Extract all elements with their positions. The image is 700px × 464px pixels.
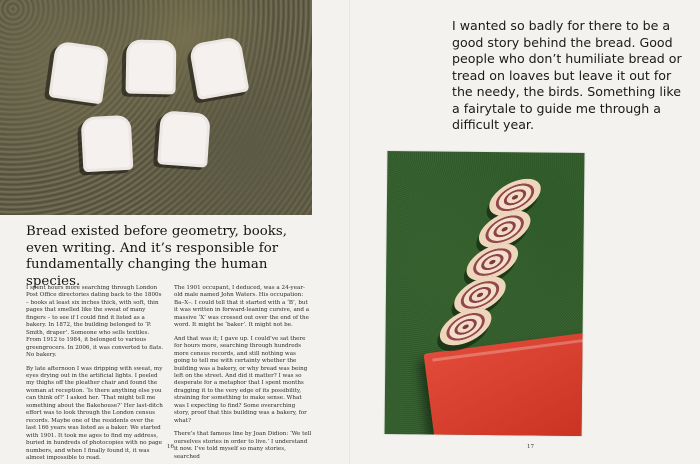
- body-paragraph: By late afternoon I was dripping with sweat, my eyes drying out in the artificial lights. I peeled my thighs off the pleather chair and found the woman at reception. ‘Is there anything else you can think of?’ I asked her. ‘That might tell me something about the Bakehouse?’ Her last-ditch effort was to look through the London census records. Maybe one of the residents over the last 166 years was listed as a baker. We started with 1901. It took me ages to find my address, buried in hundreds of photocopies with no page numbers, and when I finally found it, it was almost impossible to read.: [26, 365, 163, 461]
- spread-gutter: [349, 0, 351, 464]
- sandwich-on-turf-photo: [385, 151, 585, 436]
- body-paragraph: The 1901 occupant, I deduced, was a 24-year-old male named John Waters. His occupation: Ba–X–. I could tell that it started with a ‘B’, but it was written in forward-leaning cursive, and a massive ‘X’ was crossed out over the end of the word. It might be ‘baker’. It might not be.: [174, 285, 310, 329]
- bread-slice: [81, 115, 134, 173]
- bread-on-asphalt-photo: [0, 0, 312, 215]
- body-column-right: [174, 285, 312, 464]
- red-block: [424, 332, 585, 436]
- body-column-left: [26, 285, 164, 464]
- bread-slice: [157, 110, 211, 167]
- body-paragraph: And that was it; I gave up. I could’ve sat there for hours more, searching through hundreds more census records, and still nothing was going to tell me with certainty whether the building was a bakery, or why bread was being left on the street. And did it matter? I was so desperate for a metaphor that I spent months dragging it to the very edge of its possibility, straining for something to make sense. What was I expecting to find? Some overarching story, proof that this building was a bakery, for what?: [174, 335, 308, 424]
- left-pull-quote: Bread existed before geometry, books, even writing. And it’s responsible for fundamentally changing the human species.: [26, 224, 288, 289]
- body-paragraph: I spent hours more searching through London Post Office directories dating back to the 1800s – books at least six inches thick, with soft, thin pages that smelled like the sweat of many fingers – to see if I could find it listed as a bakery. In 1872, the building belonged to ‘P. Smith, draper’. Someone who sells textiles. From 1912 to 1984, it belonged to various greengrocers. In 2006, it was converted to flats. No bakery.: [26, 285, 164, 359]
- right-pull-quote: I wanted so badly for there to be a good story behind the bread. Good people who don’t humiliate bread or tread on loaves but leave it out for the needy, the birds. Something like a fairytale to guide me through a difficult year.: [452, 18, 682, 132]
- body-paragraph: There’s that famous line by Joan Didion: ‘We tell ourselves stories in order to live.’ I understand it now. I’ve told myself so many stories, searched: [174, 431, 312, 460]
- bread-slice: [189, 36, 250, 100]
- page-number-left: 16: [167, 444, 174, 450]
- bread-slice: [48, 41, 109, 105]
- bread-slice: [126, 40, 177, 95]
- page-number-right: 17: [527, 444, 534, 450]
